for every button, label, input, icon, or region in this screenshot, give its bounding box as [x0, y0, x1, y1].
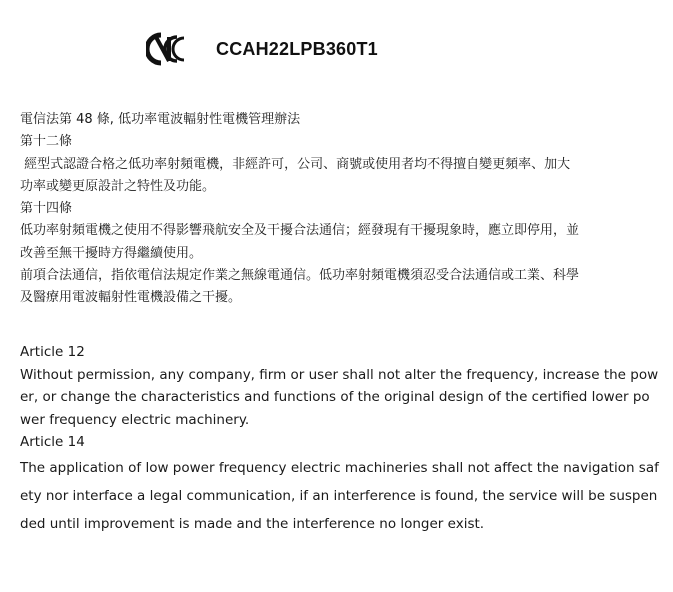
article-12-heading-zh: 第十二條: [20, 134, 73, 150]
article-12-line-zh: 經型式認證合格之低功率射頻電機，非經許可，公司、商號或使用者均不得擅自變更頻率、加大: [20, 156, 571, 172]
english-regulation-text: [20, 341, 660, 538]
article-14-heading-en: Article 14: [20, 434, 85, 450]
chinese-regulation-text: [20, 109, 660, 310]
article-14-line-en: The application of low power frequency electric machineries shall not affect the navigation saf: [20, 459, 659, 476]
article-14-line-zh: 低功率射頻電機之使用不得影響飛航安全及干擾合法通信；經發現有干擾現象時，應立即停用，並: [20, 223, 580, 239]
certification-number: CCAH22LPB360T1: [216, 38, 378, 59]
article-12-line-en: wer frequency electric machinery.: [20, 411, 250, 428]
article-12-heading-en: Article 12: [20, 344, 85, 360]
article-14-line-en: ded until improvement is made and the interference no longer exist.: [20, 515, 485, 532]
article-12-line-en: er, or change the characteristics and functions of the original design of the certified lower po: [20, 389, 650, 405]
certification-header: [146, 28, 378, 70]
article-14-line-zh: 改善至無干擾時方得繼續使用。: [20, 245, 203, 261]
article-14-heading-zh: 第十四條: [20, 201, 73, 217]
article-12-line-zh: 功率或變更原設計之特性及功能。: [20, 178, 216, 194]
law-title: 電信法第 48 條, 低功率電波輻射性電機管理辦法: [20, 112, 301, 127]
article-14-line-en: ety nor interface a legal communication, if an interference is found, the service will be suspen: [20, 487, 658, 504]
ncc-logo-icon: [146, 28, 190, 70]
article-14-line-zh: 及醫療用電波輻射性電機設備之干擾。: [20, 290, 242, 306]
article-12-line-en: Without permission, any company, firm or user shall not alter the frequency, increase the pow: [20, 366, 659, 383]
article-14-line-zh: 前項合法通信，指依電信法規定作業之無線電通信。低功率射頻電機須忍受合法通信或工業、科學: [20, 268, 580, 284]
